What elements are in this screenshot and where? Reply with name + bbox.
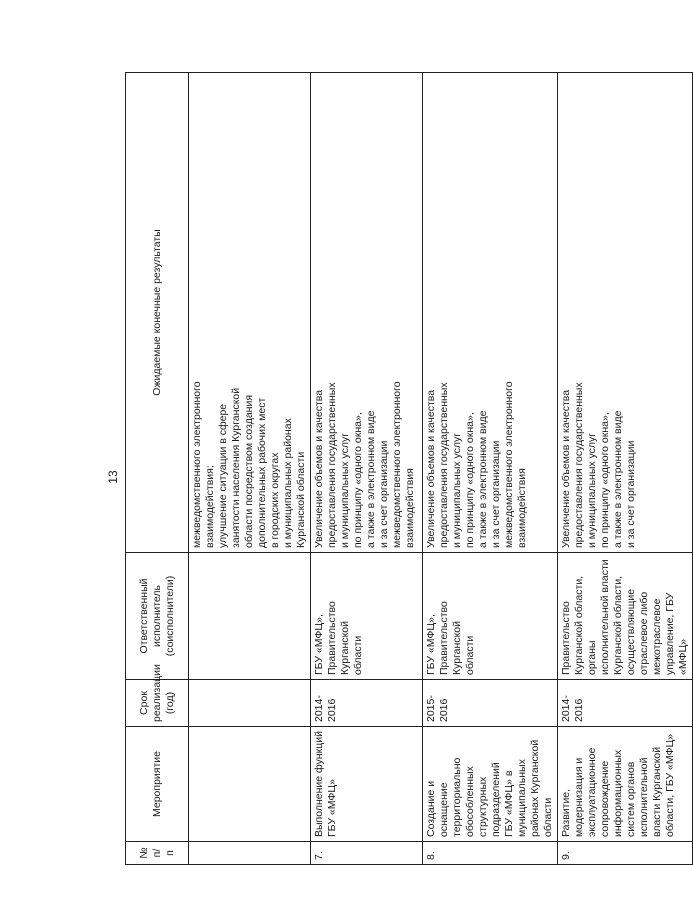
row-results: Увеличение объемов и качества предоставления государственных и муниципальных услуг по принципу «одного окна», а также в электронном виде и за счет организации межведомственного электронного взаимодействия <box>423 73 558 553</box>
row-term <box>189 680 311 727</box>
row-responsible: ГБУ «МФЦ», Правительство Курганской области <box>311 553 423 680</box>
header-num: № п/п <box>126 842 189 865</box>
table-header-row <box>126 73 189 865</box>
table-row <box>558 73 693 865</box>
row-num: 7. <box>311 842 423 865</box>
row-term: 2014-2016 <box>558 680 693 727</box>
row-event: Создание и оснащение территориально обособленных структурных подразделений ГБУ «МФЦ» в муниципальных районах Курганской области <box>423 727 558 842</box>
page-number: 13 <box>106 470 120 484</box>
row-event: Развитие, модернизация и эксплуатационное сопровождение информационных систем органов исполнительной власти Курганской области, ГБУ «МФЦ» <box>558 727 693 842</box>
row-results: Увеличение объемов и качества предоставления государственных и муниципальных услуг по принципу «одного окна», а также в электронном виде и за счет организации <box>558 73 693 553</box>
row-num: 8. <box>423 842 558 865</box>
table-row <box>189 73 311 865</box>
row-num: 9. <box>558 842 693 865</box>
row-num <box>189 842 311 865</box>
table-row <box>311 73 423 865</box>
row-responsible <box>189 553 311 680</box>
row-term: 2015-2016 <box>423 680 558 727</box>
row-term: 2014-2016 <box>311 680 423 727</box>
row-responsible: Правительство Курганской области, органы исполнительной власти Курганской области, осуществляющие отраслевое либо межотраслевое управление, ГБУ «МФЦ» <box>558 553 693 680</box>
program-events-table <box>125 72 693 865</box>
row-event <box>189 727 311 842</box>
header-term: Срок реализации (год) <box>126 680 189 727</box>
row-results: Увеличение объемов и качества предоставления государственных и муниципальных услуг по принципу «одного окна», а также в электронном виде и за счет организации межведомственного электронного взаимодействия <box>311 73 423 553</box>
table-row <box>423 73 558 865</box>
header-results: Ожидаемые конечные результаты <box>126 73 189 553</box>
row-results: межведомственного электронного взаимодействия; улучшение ситуации в сфере занятости населения Курганской области посредством создания дополнительных рабочих мест в городских округах и муниципальных районах Курганской области <box>189 73 311 553</box>
header-responsible: Ответственный исполнитель (соисполнители) <box>126 553 189 680</box>
row-responsible: ГБУ «МФЦ», Правительство Курганской области <box>423 553 558 680</box>
header-event: Мероприятие <box>126 727 189 842</box>
row-event: Выполнение функций ГБУ «МФЦ» <box>311 727 423 842</box>
